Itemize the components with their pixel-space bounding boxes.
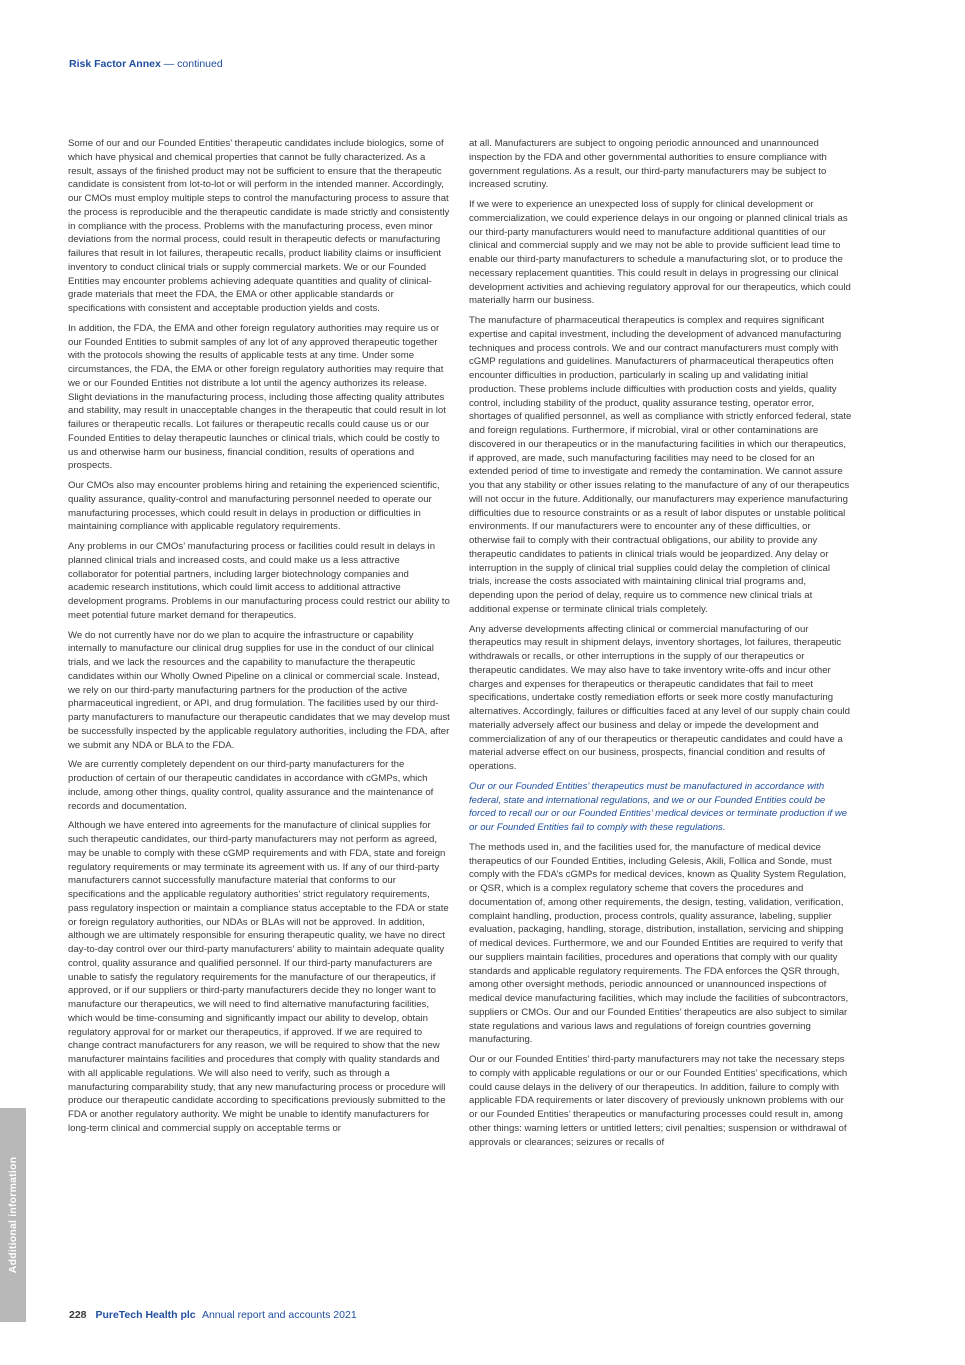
paragraph: Any problems in our CMOs’ manufacturing process or facilities could result in delays in planned clinical trials and increased costs, and could make us a less attractive collaborator for potential partners, including larger biotechnology companies and academic research institutions, which could limit access to additional attractive development programs. Problems in our manufacturing process could restrict our ability to meet potential future market demand for therapeutics. <box>68 541 450 621</box>
section-heading: Our or our Founded Entities’ therapeutics must be manufactured in accordance with federal, state and international regulations, and we or our Founded Entities could be forced to recall our or our Founded Entities’ medical devices or terminate production if we or our Founded Entities fail to comply with these regulations. <box>469 780 848 833</box>
paragraph: The methods used in, and the facilities used for, the manufacture of medical device therapeutics of our Founded Entities, including Gelesis, Akili, Follica and Sonde, must comply with the FDA’s cGMPs for medical devices, known as Quality System Regulation, or QSR, which is a complex regulatory scheme that covers the procedures and documentation of, among other requirements, the design, testing, validation, verification, complaint handling, production, process controls, quality assurance, labeling, supplier evaluation, packaging, handling, storage, distribution, installation, servicing and shipping of medical devices. Furthermore, we and our Founded Entities are required to verify that our suppliers maintain facilities, procedures and operations that comply with our quality standards and applicable regulatory requirements. The FDA enforces the QSR through, among other oversight methods, periodic announced or unannounced inspections of medical device manufacturing facilities, which may include the facilities of subcontractors, suppliers or CMOs. Our and our Founded Entities’ therapeutics are also subject to similar state regulations and various laws and regulations of foreign countries governing manufacturing. <box>469 841 849 1046</box>
paragraph: Any adverse developments affecting clinical or commercial manufacturing of our therapeutics may result in shipment delays, inventory shortages, lot failures, therapeutic withdrawals or recalls, or other interruptions in the supply of our therapeutics or therapeutic candidates. We may also have to take inventory write-offs and incur other charges and expenses for therapeutics or therapeutic candidates that fail to meet specifications, undertake costly remediation efforts or seek more costly manufacturing alternatives. Accordingly, failures or difficulties faced at any level of our supply chain could materially adversely affect our business and delay or impede the development and commercialization of any of our therapeutics or therapeutic candidates and could have a material adverse effect on our business, prospects, financial condition and results of operations. <box>469 623 850 772</box>
paragraph: The manufacture of pharmaceutical therapeutics is complex and requires significant expertise and capital investment, including the development of advanced manufacturing techniques and process controls. We and our contract manufacturers must comply with cGMP regulations and guidelines. Manufacturers of pharmaceutical therapeutics often encounter difficulties in production, particularly in scaling up and validating initial production. These problems include difficulties with production costs and yields, quality control, including stability of the product, quality assurance testing, operator error, shortages of qualified personnel, as well as compliance with strictly enforced federal, state and foreign regulations. Furthermore, if microbial, viral or other contaminations are discovered in our therapeutics or in the manufacturing facilities in which our therapeutics, if approved, are made, such manufacturing facilities may need to be closed for an extended period of time to investigate and remedy the contamination. We cannot assure you that any stability or other issues relating to the manufacture of any of our therapeutics will not occur in the future. Additionally, our manufacturers may experience manufacturing difficulties due to resource constraints or as a result of labor disputes or unstable political environments. If our manufacturers were to encounter any of these difficulties, or otherwise fail to comply with their contractual obligations, our ability to provide any therapeutic candidates to patients in clinical trials would be jeopardized. Any delay or interruption in the supply of clinical trial supplies could delay the completion of clinical trials, increase the costs associated with maintaining clinical trial programs and, depending upon the period of delay, require us to commence new clinical trials at additional expense or terminate clinical trials completely. <box>469 315 852 615</box>
paragraph: at all. Manufacturers are subject to ongoing periodic announced and unannounced inspection by the FDA and other governmental authorities to ensure compliance with government regulations. As a result, our third-party manufacturers may be subject to increased scrutiny. <box>469 138 827 191</box>
page-number: 228 <box>69 1309 87 1321</box>
page-footer <box>69 1309 357 1321</box>
header-suffix: — continued <box>163 58 223 70</box>
paragraph: Our or our Founded Entities’ third-party manufacturers may not take the necessary steps to comply with applicable regulations or our or our Founded Entities’ specifications, which could cause delays in the delivery of our therapeutics. In addition, failure to comply with applicable FDA requirements or later discovery of previously unknown problems with our or our Founded Entities’ therapeutics or manufacturing processes could result in, among other things: warning letters or untitled letters; civil penalties; suspension or withdrawal of approvals or clearances; seizures or recalls of <box>469 1054 848 1148</box>
paragraph: Some of our and our Founded Entities’ therapeutic candidates include biologics, some of which have physical and chemical properties that cannot be fully characterized. As a result, assays of the finished product may not be sufficient to ensure that the therapeutic candidate is consistent from lot-to-lot or will perform in the intended manner. Accordingly, our CMOs must employ multiple steps to control the manufacturing process to assure that the process is reproducible and the therapeutic candidate is made strictly and consistently in compliance with the process. Problems with the manufacturing process, even minor deviations from the normal process, could result in therapeutic defects or manufacturing failures that result in lot failures, therapeutic recalls, product liability claims or insufficient inventory to conduct clinical trials or supply commercial markets. We or our Founded Entities may encounter problems achieving adequate quantities and quality of clinical-grade materials that meet the FDA, the EMA or other applicable standards or specifications with consistent and acceptable production yields and costs. <box>68 138 450 314</box>
header-title: Risk Factor Annex <box>69 58 161 70</box>
paragraph: We do not currently have nor do we plan to acquire the infrastructure or capability internally to manufacture our clinical drug supplies for use in the conduct of our clinical trials, and we lack the resources and the capability to manufacture the therapeutic candidates within our Wholly Owned Pipeline on a clinical or commercial scale. Instead, we rely on our third-party manufacturing partners for the production of the active pharmaceutical ingredient, or API, and drug formulation. The facilities used by our third-party manufacturers to manufacture our therapeutic candidates that we may develop must be successfully inspected by the applicable regulatory authorities, including the FDA, after we submit any NDA or BLA to the FDA. <box>68 629 450 751</box>
running-header <box>69 58 223 70</box>
left-column <box>68 137 451 1142</box>
paragraph: We are currently completely dependent on our third-party manufacturers for the production of certain of our therapeutic candidates in accordance with cGMPs, which include, among other things, quality control, quality assurance and the maintenance of records and documentation. <box>68 759 434 812</box>
company-name: PureTech Health plc <box>95 1309 196 1321</box>
report-title: Annual report and accounts 2021 <box>201 1309 357 1321</box>
paragraph: Our CMOs also may encounter problems hiring and retaining the experienced scientific, quality assurance, quality-control and manufacturing personnel needed to operate our manufacturing processes, which could result in delays in production or difficulties in maintaining compliance with applicable regulatory requirements. <box>68 480 440 533</box>
paragraph: Although we have entered into agreements for the manufacture of clinical supplies for such therapeutic candidates, our third-party manufacturers may not perform as agreed, may be unable to comply with these cGMP requirements and with FDA, state and foreign regulatory requirements or may terminate its agreement with us. If any of our third-party manufacturers cannot successfully manufacture material that conforms to our specifications and the applicable regulatory authorities’ strict regulatory requirements, pass regulatory inspection or maintain a compliance status acceptable to the FDA or state or foreign regulatory authorities, our NDAs or BLAs will not be approved. In addition, although we are ultimately responsible for ensuring therapeutic quality, we have no direct day-to-day control over our third-party manufacturers’ ability to maintain adequate quality control, quality assurance and qualified personnel. If our third-party manufacturers are unable to satisfy the regulatory requirements for the manufacture of our therapeutics, if approved, or if our suppliers or third-party manufacturers decide they no longer want to manufacture our therapeutics, we will need to find alternative manufacturing facilities, which would be time-consuming and significantly impact our ability to develop, obtain regulatory approval for or market our therapeutics, if approved. If we are required to change contract manufacturers for any reason, we will be required to show that the new manufacturer maintains facilities and procedures that comply with quality standards and with all applicable regulations. We will also need to verify, such as through a manufacturing comparability study, that any new manufacturing process or procedure will produce our therapeutic candidate according to specifications previously submitted to the FDA or another regulatory authority. We might be unable to identify manufacturers for long-term clinical and commercial supply on acceptable terms or <box>68 820 449 1134</box>
section-side-tab <box>0 1108 26 1322</box>
side-tab-label: Additional information <box>7 1156 19 1274</box>
paragraph: If we were to experience an unexpected loss of supply for clinical development or commercialization, we could experience delays in our ongoing or planned clinical trials as our third-party manufacturers would need to manufacture additional quantities of our clinical and commercial supply and we may not be able to provide sufficient lead time to enable our third-party manufacturers to schedule a manufacturing slot, or to produce the necessary replacement quantities. This could result in delays in progressing our clinical development activities and achieving regulatory approval for our therapeutics, which could materially harm our business. <box>469 199 851 307</box>
right-column <box>469 137 852 1155</box>
paragraph: In addition, the FDA, the EMA and other foreign regulatory authorities may require us or our Founded Entities to submit samples of any lot of any approved therapeutic together with the protocols showing the results of applicable tests at any time. Under some circumstances, the FDA, the EMA or other foreign regulatory authorities may require that we or our Founded Entities not distribute a lot until the agency authorizes its release. Slight deviations in the manufacturing process, including those affecting quality attributes and stability, may result in unacceptable changes in the therapeutic that could result in lot failures or therapeutic recalls. Lot failures or therapeutic recalls could cause us or our Founded Entities to delay therapeutic launches or clinical trials, which could be costly to us and otherwise harm our business, financial condition, results of operations and prospects. <box>68 322 446 472</box>
